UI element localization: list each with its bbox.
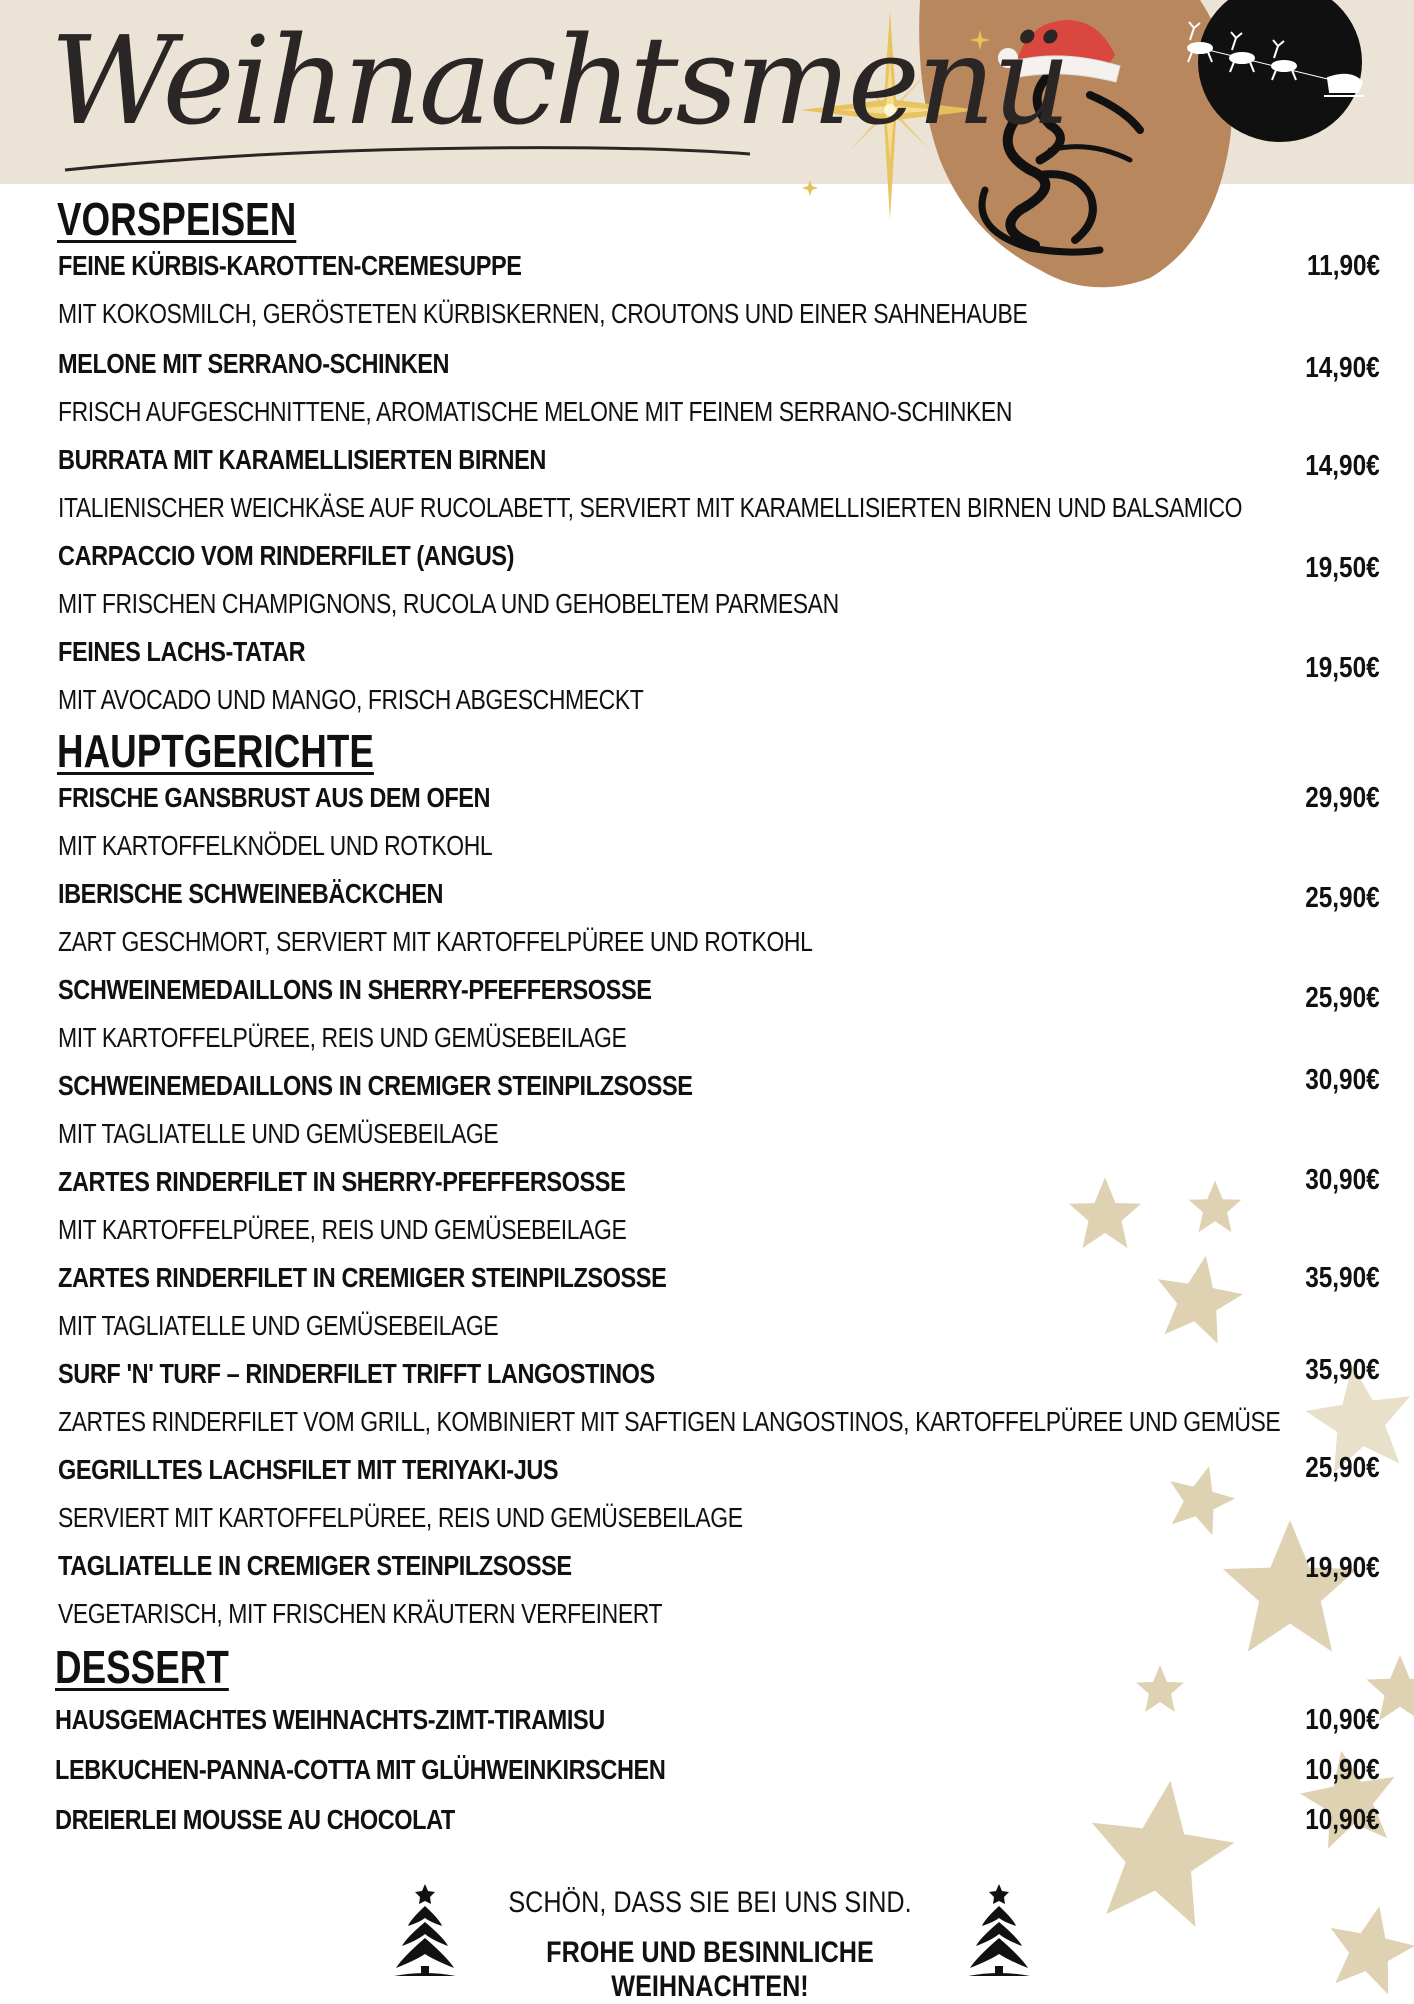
decorative-star-icon [1320,1897,1414,1998]
item-description: MIT TAGLIATELLE UND GEMÜSEBEILAGE [58,1118,499,1149]
item-price: 25,90€ [1305,1452,1380,1484]
item-name: GEGRILLTES LACHSFILET MIT TERIYAKI-JUS [58,1454,559,1485]
item-description: MIT KARTOFFELPÜREE, REIS UND GEMÜSEBEILAGE [58,1022,627,1053]
item-price: 30,90€ [1305,1164,1380,1196]
item-name: DREIERLEI MOUSSE AU CHOCOLAT [55,1804,455,1835]
decorative-star-icon [1149,1248,1249,1346]
item-price: 19,50€ [1305,552,1380,584]
item-price: 10,90€ [1305,1754,1380,1786]
section-title-hauptgerichte: HAUPTGERICHTE [57,725,374,777]
christmas-tree-icon [390,1880,460,1980]
footer-line-2: FROHE UND BESINNLICHE WEIHNACHTEN! [546,1936,874,2003]
section-title-vorspeisen: VORSPEISEN [57,193,297,245]
decorative-star-icon [1136,1665,1184,1712]
item-name: FEINE KÜRBIS-KAROTTEN-CREMESUPPE [58,250,522,281]
item-description: ZART GESCHMORT, SERVIERT MIT KARTOFFELPÜREE UND ROTKOHL [58,926,813,957]
decorative-star-icon [1189,1181,1242,1233]
item-name: ZARTES RINDERFILET IN SHERRY-PFEFFERSOSSE [58,1166,626,1197]
item-name: CARPACCIO VOM RINDERFILET (ANGUS) [58,540,515,571]
menu-title: Weihnachtsmenü [50,10,1069,152]
item-name: FRISCHE GANSBRUST AUS DEM OFEN [58,782,491,813]
footer-line-1: SCHÖN, DASS SIE BEI UNS SIND. [508,1886,912,1919]
item-name: FEINES LACHS-TATAR [58,636,306,667]
item-description: MIT KARTOFFELPÜREE, REIS UND GEMÜSEBEILAGE [58,1214,627,1245]
christmas-tree-icon [964,1880,1034,1980]
item-description: VEGETARISCH, MIT FRISCHEN KRÄUTERN VERFEINERT [58,1598,663,1629]
item-name: LEBKUCHEN-PANNA-COTTA MIT GLÜHWEINKIRSCHEN [55,1754,666,1785]
item-name: ZARTES RINDERFILET IN CREMIGER STEINPILZSOSSE [58,1262,667,1293]
item-name: SCHWEINEMEDAILLONS IN CREMIGER STEINPILZSOSSE [58,1070,693,1101]
item-description: MIT FRISCHEN CHAMPIGNONS, RUCOLA UND GEHOBELTEM PARMESAN [58,588,839,619]
item-name: BURRATA MIT KARAMELLISIERTEN BIRNEN [58,444,546,475]
item-name: SURF 'N' TURF – RINDERFILET TRIFFT LANGOSTINOS [58,1358,655,1389]
item-price: 19,50€ [1305,652,1380,684]
decorative-star-icon [1069,1178,1141,1249]
item-name: SCHWEINEMEDAILLONS IN SHERRY-PFEFFERSOSSE [58,974,652,1005]
item-name: TAGLIATELLE IN CREMIGER STEINPILZSOSSE [58,1550,572,1581]
item-description: MIT TAGLIATELLE UND GEMÜSEBEILAGE [58,1310,499,1341]
item-price: 29,90€ [1305,782,1380,814]
title-underline-flourish [60,140,760,180]
item-name: MELONE MIT SERRANO-SCHINKEN [58,348,450,379]
item-description: ITALIENISCHER WEICHKÄSE AUF RUCOLABETT, SERVIERT MIT KARAMELLISIERTEN BIRNEN UND BALSAMICO [58,492,1243,523]
decorative-star-icon [1080,1771,1242,1931]
item-price: 11,90€ [1306,250,1380,282]
section-title-dessert: DESSERT [55,1641,229,1693]
item-price: 10,90€ [1305,1804,1380,1836]
item-description: SERVIERT MIT KARTOFFELPÜREE, REIS UND GEMÜSEBEILAGE [58,1502,743,1533]
item-price: 14,90€ [1305,352,1380,384]
decorative-star-icon [1223,1520,1357,1652]
item-description: FRISCH AUFGESCHNITTENE, AROMATISCHE MELONE MIT FEINEM SERRANO-SCHINKEN [58,396,1013,427]
item-name: HAUSGEMACHTES WEIHNACHTS-ZIMT-TIRAMISU [55,1704,605,1735]
item-price: 30,90€ [1305,1064,1380,1096]
item-description: MIT AVOCADO UND MANGO, FRISCH ABGESCHMECKT [58,684,644,715]
item-price: 25,90€ [1305,882,1380,914]
item-price: 35,90€ [1305,1354,1380,1386]
item-description: MIT KARTOFFELKNÖDEL UND ROTKOHL [58,830,493,861]
item-name: IBERISCHE SCHWEINEBÄCKCHEN [58,878,444,909]
item-price: 35,90€ [1305,1262,1380,1294]
item-price: 19,90€ [1305,1552,1380,1584]
item-price: 25,90€ [1305,982,1380,1014]
item-price: 14,90€ [1305,450,1380,482]
item-price: 10,90€ [1305,1704,1380,1736]
item-description: ZARTES RINDERFILET VOM GRILL, KOMBINIERT MIT SAFTIGEN LANGOSTINOS, KARTOFFELPÜREE UND GEMÜSE [58,1406,1281,1437]
item-description: MIT KOKOSMILCH, GERÖSTETEN KÜRBISKERNEN, CROUTONS UND EINER SAHNEHAUBE [58,298,1028,329]
decorative-star-icon [1160,1457,1242,1538]
